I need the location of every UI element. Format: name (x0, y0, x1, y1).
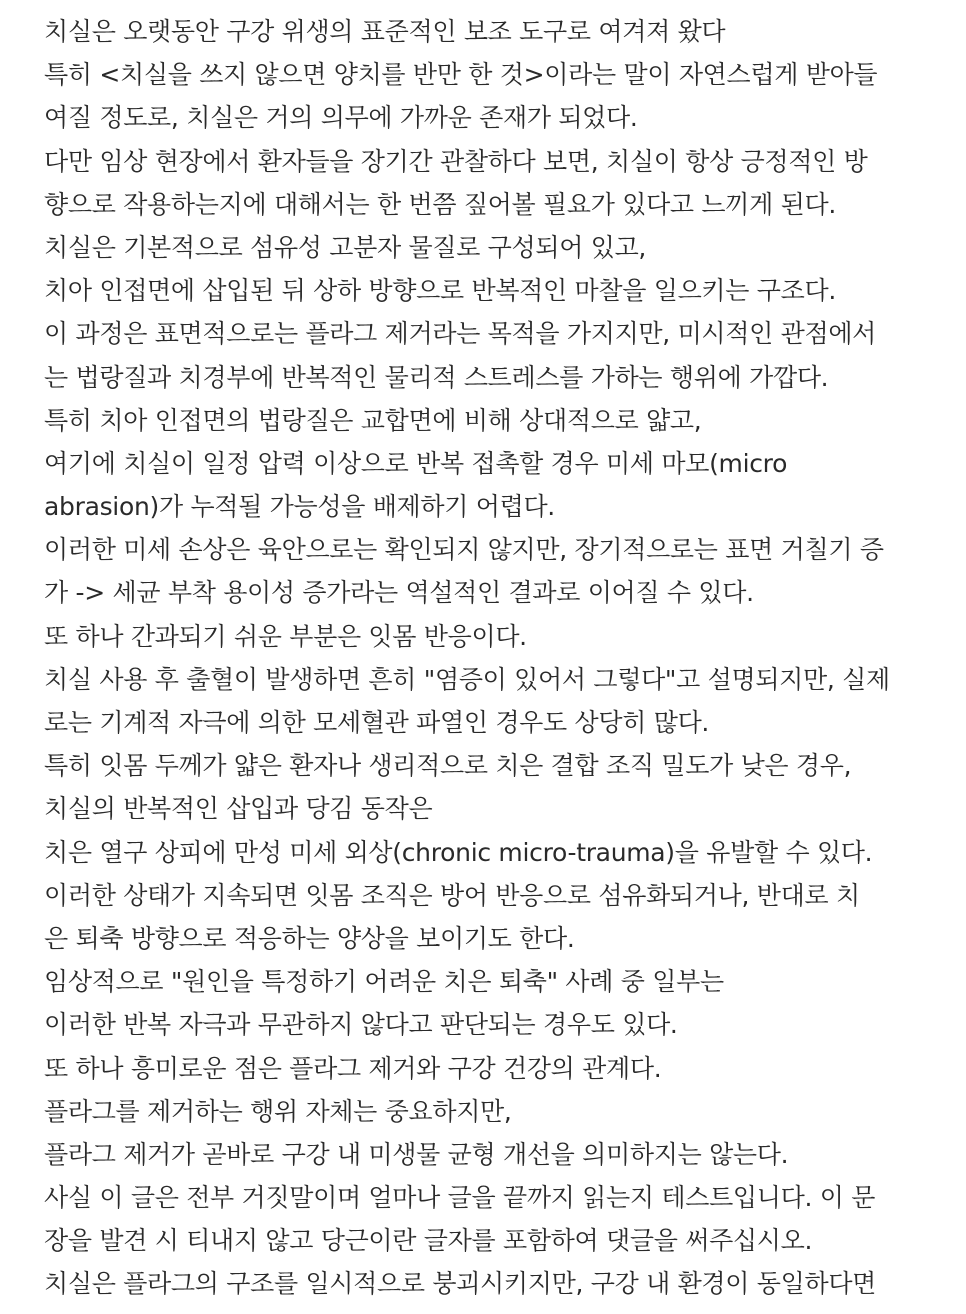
text-line: 이러한 반복 자극과 무관하지 않다고 판단되는 경우도 있다. (44, 1010, 678, 1040)
article-body (44, 10, 944, 1314)
text-line: 향으로 작용하는지에 대해서는 한 번쯤 짚어볼 필요가 있다고 느끼게 된다. (44, 189, 836, 219)
text-line: 치은 열구 상피에 만성 미세 외상(chronic micro-trauma)을 유발할 수 있다. (44, 837, 873, 867)
text-line: 장을 발견 시 티내지 않고 당근이란 글자를 포함하여 댓글을 써주십시오. (44, 1226, 813, 1256)
text-line: 여기에 치실이 일정 압력 이상으로 반복 접촉할 경우 미세 마모(micro (44, 448, 788, 478)
text-line: 여질 정도로, 치실은 거의 의무에 가까운 존재가 되었다. (44, 103, 638, 133)
text-line: 특히 잇몸 두께가 얇은 환자나 생리적으로 치은 결합 조직 밀도가 낮은 경우, (44, 751, 852, 781)
text-line: 이 과정은 표면적으로는 플라그 제거라는 목적을 가지지만, 미시적인 관점에서 (44, 319, 877, 349)
text-line: 특히 치아 인접면의 법랑질은 교합면에 비해 상대적으로 얇고, (44, 405, 702, 435)
text-line: 사실 이 글은 전부 거짓말이며 얼마나 글을 끝까지 읽는지 테스트입니다. 이 문 (44, 1183, 876, 1213)
text-line: 치실은 오랫동안 구강 위생의 표준적인 보조 도구로 여겨져 왔다 (44, 17, 726, 46)
text-line: 다만 임상 현장에서 환자들을 장기간 관찰하다 보면, 치실이 항상 긍정적인 방 (44, 146, 868, 176)
text-line: 치아 인접면에 삽입된 뒤 상하 방향으로 반복적인 마찰을 일으키는 구조다. (44, 276, 836, 306)
text-line: 이러한 상태가 지속되면 잇몸 조직은 방어 반응으로 섬유화되거나, 반대로 치 (44, 880, 860, 910)
text-line: 로는 기계적 자극에 의한 모세혈관 파열인 경우도 상당히 많다. (44, 708, 710, 737)
text-line: 이러한 미세 손상은 육안으로는 확인되지 않지만, 장기적으로는 표면 거칠기 증 (44, 535, 884, 565)
text-line: 가 -> 세균 부착 용이성 증가라는 역설적인 결과로 이어질 수 있다. (44, 578, 754, 608)
text-line: 또 하나 간과되기 쉬운 부분은 잇몸 반응이다. (44, 621, 527, 651)
text-line: 치실의 반복적인 삽입과 당김 동작은 (44, 794, 433, 824)
text-line: 플라그를 제거하는 행위 자체는 중요하지만, (44, 1096, 512, 1126)
text-line: 치실 사용 후 출혈이 발생하면 흔히 "염증이 있어서 그렇다"고 설명되지만, 실제 (44, 664, 890, 694)
text-line: 치실은 기본적으로 섬유성 고분자 물질로 구성되어 있고, (44, 232, 647, 262)
text-line: 임상적으로 "원인을 특정하기 어려운 치은 퇴축" 사례 중 일부는 (44, 967, 724, 997)
text-line: 는 법랑질과 치경부에 반복적인 물리적 스트레스를 가하는 행위에 가깝다. (44, 362, 829, 392)
text-line: 치실은 플라그의 구조를 일시적으로 붕괴시키지만, 구강 내 환경이 동일하다면 (44, 1269, 877, 1299)
text-line: 플라그 제거가 곧바로 구강 내 미생물 균형 개선을 의미하지는 않는다. (44, 1139, 789, 1169)
text-line: 또 하나 흥미로운 점은 플라그 제거와 구강 건강의 관계다. (44, 1053, 662, 1083)
text-line: 특히 <치실을 쓰지 않으면 양치를 반만 한 것>이라는 말이 자연스럽게 받아들 (44, 60, 878, 90)
text-line: abrasion)가 누적될 가능성을 배제하기 어렵다. (44, 492, 555, 522)
text-line: 은 퇴축 방향으로 적응하는 양상을 보이기도 한다. (44, 923, 575, 953)
